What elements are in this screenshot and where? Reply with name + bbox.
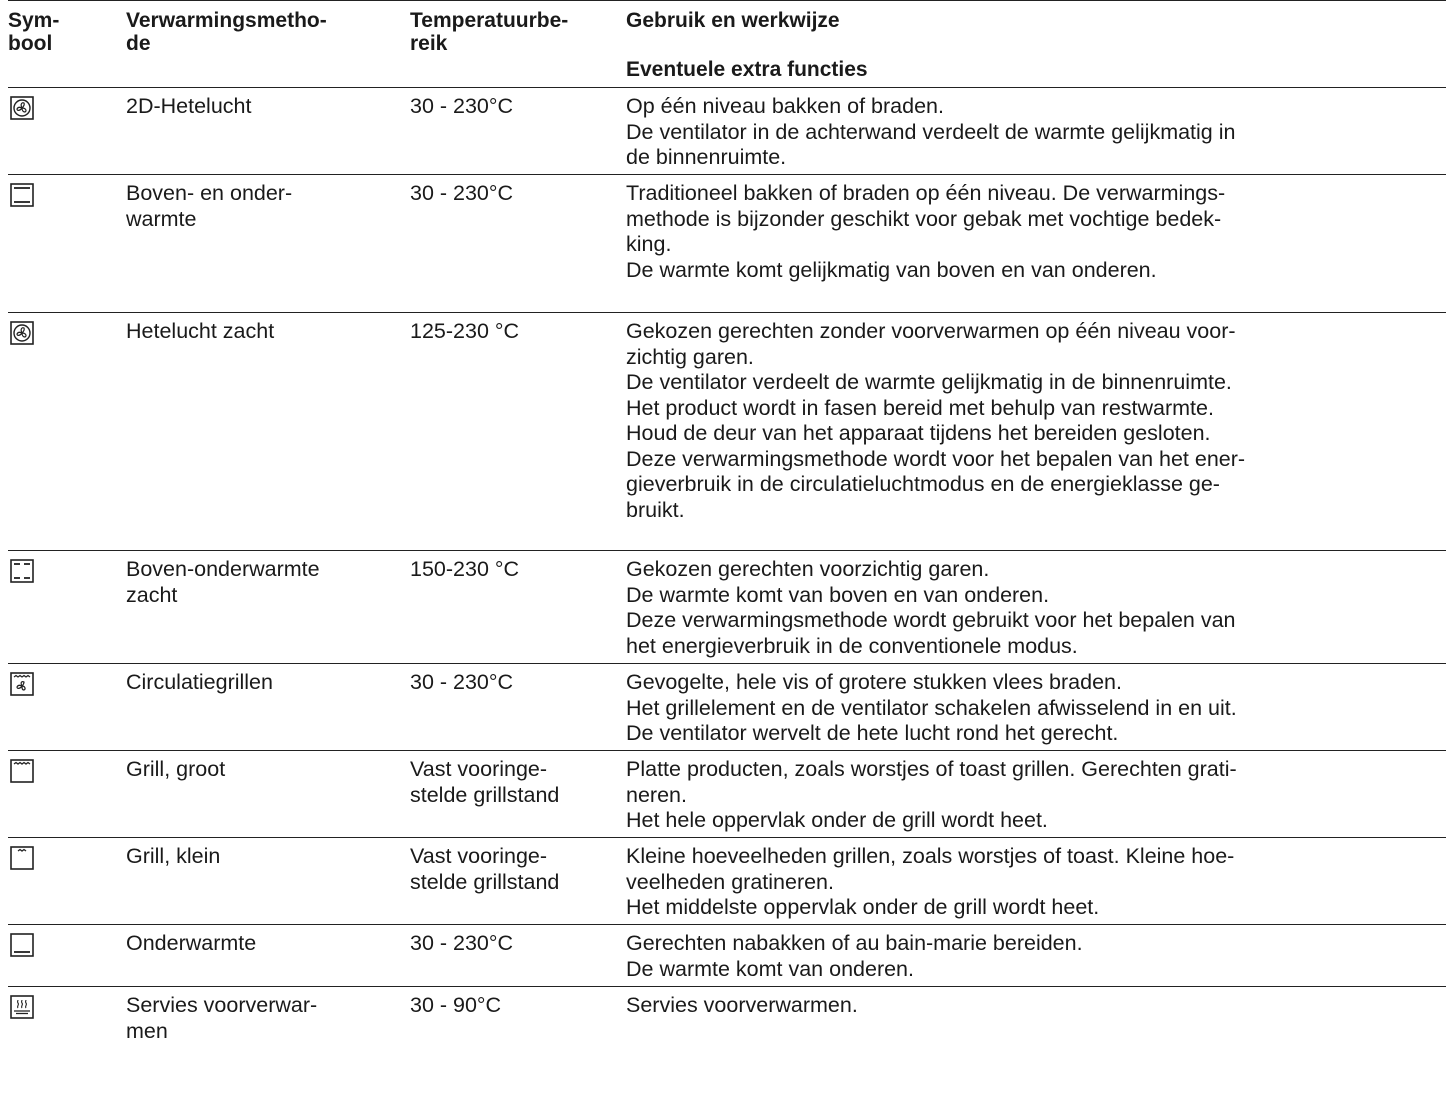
plate-warming-icon <box>10 995 34 1019</box>
header-temp-line: reik <box>410 32 448 55</box>
usage-description-cell <box>626 757 1426 834</box>
heating-method-cell <box>126 670 396 696</box>
usage-description-cell-line: bruikt. <box>626 497 685 522</box>
usage-description-cell-line: Het grillelement en de ventilator schakelen afwisselend in en uit. <box>626 695 1237 720</box>
bottom-heat-icon <box>10 933 34 957</box>
temperature-range-cell-line: stelde grillstand <box>410 869 560 894</box>
heating-method-cell-line: Boven- en onder- <box>126 181 293 205</box>
usage-description-cell-line: Servies voorverwarmen. <box>626 993 858 1017</box>
top-bottom-gentle-icon <box>10 559 34 583</box>
usage-description-cell <box>626 931 1426 982</box>
heating-method-cell-line: Hetelucht zacht <box>126 319 275 343</box>
table-row <box>8 925 1446 987</box>
header-symbol-line: bool <box>8 32 53 55</box>
usage-description-cell-line: Houd de deur van het apparaat tijdens het bereiden gesloten. <box>626 421 1211 445</box>
temperature-range-cell-line: 30 - 230°C <box>410 181 514 205</box>
usage-description-cell <box>626 94 1426 171</box>
grill-large-icon <box>10 759 34 783</box>
heating-method-cell-line: Onderwarmte <box>126 931 257 955</box>
usage-description-cell-line: De ventilator verdeelt de warmte gelijkmatig in de binnenruimte. <box>626 370 1232 394</box>
heating-method-cell <box>126 757 396 783</box>
heating-method-cell-line: warmte <box>126 206 197 231</box>
usage-description-cell-line: Gevogelte, hele vis of grotere stukken vlees braden. <box>626 670 1122 694</box>
usage-description-cell-line: De warmte komt van onderen. <box>626 956 914 981</box>
heating-method-cell <box>126 931 396 957</box>
usage-description-cell-line: De warmte komt gelijkmatig van boven en van onderen. <box>626 257 1157 282</box>
heating-method-cell <box>126 94 396 120</box>
usage-description-cell-line: neren. <box>626 782 687 807</box>
usage-description-cell-line: De ventilator wervelt de hete lucht rond het gerecht. <box>626 721 1119 745</box>
heating-method-cell-line: Servies voorverwar- <box>126 993 318 1017</box>
usage-description-cell-line: zichtig garen. <box>626 344 754 369</box>
header-temp-line: Temperatuurbe- <box>410 9 569 32</box>
table-row <box>8 838 1446 925</box>
grill-small-icon <box>10 846 34 870</box>
table-header <box>8 0 1446 88</box>
heating-method-cell <box>126 993 396 1044</box>
table-row <box>8 175 1446 313</box>
usage-description-cell-line: Gekozen gerechten voorzichtig garen. <box>626 557 990 581</box>
temperature-range-cell <box>410 319 615 345</box>
temperature-range-cell <box>410 757 615 808</box>
usage-description-cell <box>626 181 1426 283</box>
usage-description-cell-line: Deze verwarmingsmethode wordt voor het bepalen van het ener- <box>626 446 1246 471</box>
usage-description-cell <box>626 670 1426 747</box>
temperature-range-cell-line: 30 - 230°C <box>410 94 514 118</box>
usage-description-cell-line: Gerechten nabakken of au bain-marie bereiden. <box>626 931 1083 955</box>
temperature-range-cell <box>410 844 615 895</box>
header-method-line: Verwarmingsmetho- <box>126 9 327 32</box>
usage-description-cell-line: de binnenruimte. <box>626 145 787 169</box>
usage-description-cell-line: king. <box>626 232 672 256</box>
header-usage: Gebruik en werkwijze <box>626 9 840 32</box>
temperature-range-cell <box>410 557 615 583</box>
top-bottom-heat-icon <box>10 183 34 207</box>
heating-method-cell-line: Circulatiegrillen <box>126 670 273 694</box>
heating-method-cell-line: Grill, klein <box>126 844 221 868</box>
usage-description-cell-line: Platte producten, zoals worstjes of toast grillen. Gerechten grati- <box>626 757 1237 781</box>
heating-method-cell <box>126 557 396 608</box>
fan-gentle-icon <box>10 321 34 345</box>
heating-method-cell-line: Grill, groot <box>126 757 226 781</box>
temperature-range-cell <box>410 94 615 120</box>
usage-description-cell-line: De warmte komt van boven en van onderen. <box>626 582 1050 607</box>
table-row <box>8 88 1446 175</box>
header-temperature <box>410 9 568 55</box>
table-row <box>8 313 1446 551</box>
heating-method-cell <box>126 844 396 870</box>
table-row <box>8 751 1446 838</box>
usage-description-cell-line: Het product wordt in fasen bereid met behulp van restwarmte. <box>626 395 1214 420</box>
usage-description-cell <box>626 844 1426 921</box>
temperature-range-cell-line: Vast vooringe- <box>410 844 548 868</box>
usage-description-cell-line: gieverbruik in de circulatieluchtmodus en de energieklasse ge- <box>626 472 1220 496</box>
heating-method-cell <box>126 319 396 345</box>
heating-methods-table <box>8 0 1446 1057</box>
heating-method-cell-line: Boven-onderwarmte <box>126 557 320 581</box>
heating-method-cell-line: 2D-Hetelucht <box>126 94 252 118</box>
heating-method-cell-line: zacht <box>126 582 178 607</box>
fan-2d-icon <box>10 96 34 120</box>
usage-description-cell-line: De ventilator in de achterwand verdeelt de warmte gelijkmatig in <box>626 119 1236 144</box>
usage-description-cell-line: Gekozen gerechten zonder voorverwarmen op één niveau voor- <box>626 319 1236 343</box>
temperature-range-cell <box>410 181 615 207</box>
usage-description-cell-line: Op één niveau bakken of braden. <box>626 94 944 118</box>
temperature-range-cell <box>410 993 615 1019</box>
usage-description-cell <box>626 557 1426 659</box>
temperature-range-cell <box>410 670 615 696</box>
temperature-range-cell-line: Vast vooringe- <box>410 757 548 781</box>
heating-method-cell <box>126 181 396 232</box>
usage-description-cell-line: het energieverbruik in de conventionele modus. <box>626 633 1078 658</box>
usage-description-cell <box>626 993 1426 1019</box>
temperature-range-cell-line: 30 - 230°C <box>410 670 514 694</box>
usage-description-cell-line: Het hele oppervlak onder de grill wordt heet. <box>626 808 1048 832</box>
usage-description-cell-line: Kleine hoeveelheden grillen, zoals worstjes of toast. Kleine hoe- <box>626 844 1235 868</box>
table-row <box>8 551 1446 664</box>
header-extra-functions: Eventuele extra functies <box>626 58 868 81</box>
usage-description-cell-line: Traditioneel bakken of braden op één niveau. De verwarmings- <box>626 181 1226 205</box>
temperature-range-cell-line: 125-230 °C <box>410 319 520 343</box>
header-method-line: de <box>126 32 151 55</box>
temperature-range-cell-line: 30 - 230°C <box>410 931 514 955</box>
table-body <box>8 88 1446 1057</box>
temperature-range-cell-line: 30 - 90°C <box>410 993 502 1017</box>
usage-description-cell-line: methode is bijzonder geschikt voor gebak met vochtige bedek- <box>626 206 1222 231</box>
usage-description-cell-line: Deze verwarmingsmethode wordt gebruikt voor het bepalen van <box>626 608 1236 632</box>
usage-description-cell-line: Het middelste oppervlak onder de grill wordt heet. <box>626 895 1100 919</box>
header-symbol-line: Sym- <box>8 9 60 32</box>
header-symbol <box>8 9 59 55</box>
usage-description-cell-line: veelheden gratineren. <box>626 869 834 894</box>
usage-description-cell <box>626 319 1426 523</box>
circulation-grill-icon <box>10 672 34 696</box>
temperature-range-cell-line: 150-230 °C <box>410 557 520 581</box>
table-row <box>8 987 1446 1057</box>
temperature-range-cell-line: stelde grillstand <box>410 782 560 807</box>
temperature-range-cell <box>410 931 615 957</box>
heating-method-cell-line: men <box>126 1018 168 1043</box>
header-method <box>126 9 327 55</box>
table-row <box>8 664 1446 751</box>
